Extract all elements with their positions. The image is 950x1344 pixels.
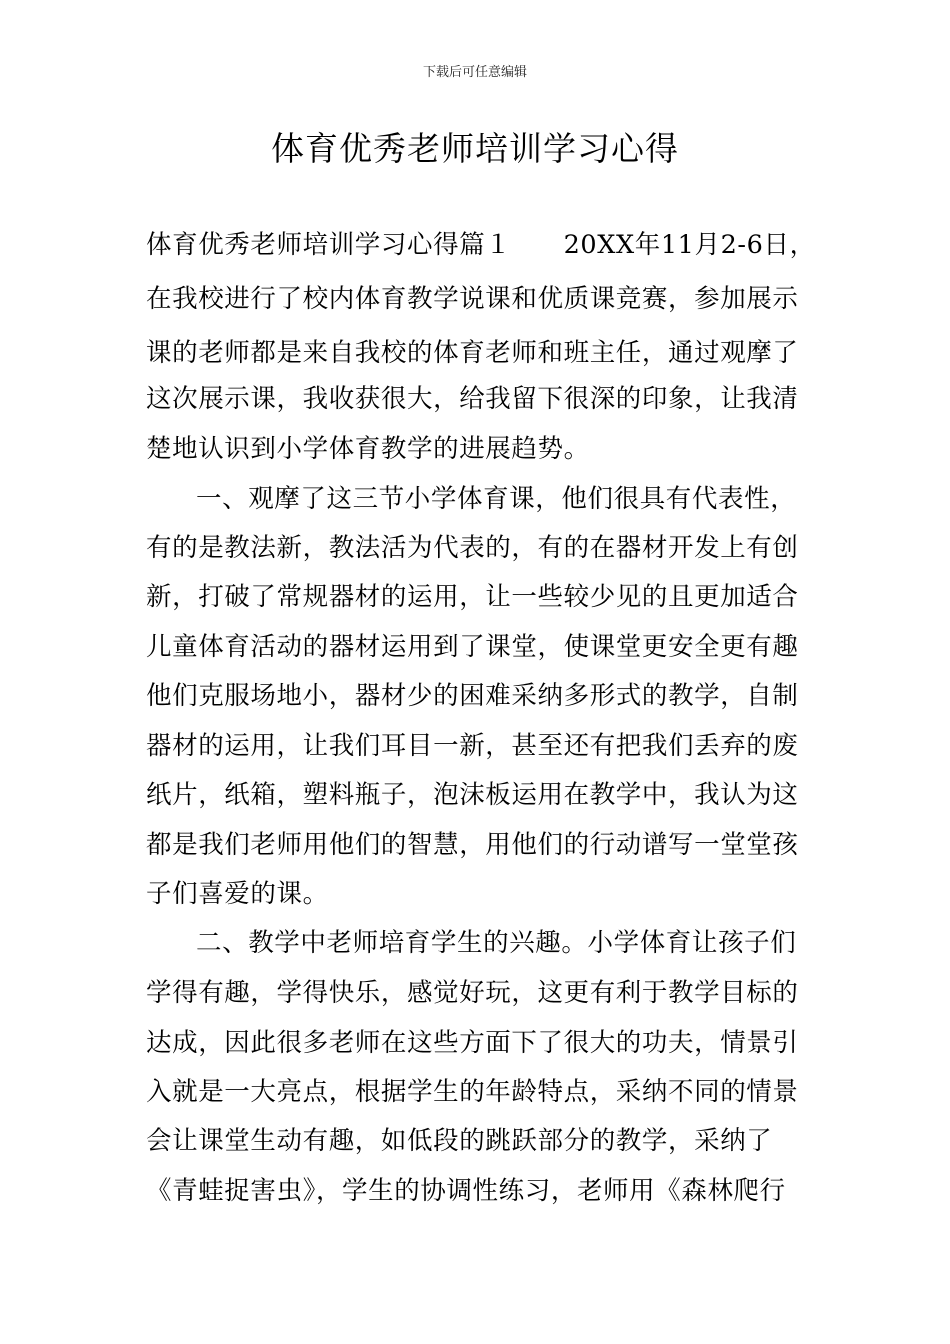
paragraph-2-line-1: 一、观摩了这三节小学体育课，他们很具有代表性，: [196, 484, 797, 514]
paragraph-2-line-4: 儿童体育活动的器材运用到了课堂，使课堂更安全更有趣: [146, 632, 799, 662]
header-note: 下载后可任意编辑: [422, 65, 527, 80]
paragraph-3-line-1: 二、教学中老师培育学生的兴趣。小学体育让孩子们: [196, 928, 797, 958]
paragraph-2-line-8: 都是我们老师用他们的智慧，用他们的行动谱写一堂堂孩: [146, 830, 799, 860]
paragraph-2-line-9: 子们喜爱的课。: [146, 879, 329, 909]
paragraph-1-line-1: 体育优秀老师培训学习心得篇１ 20XX年11月2-6日，: [146, 230, 816, 260]
document-title: 体育优秀老师培训学习心得: [271, 129, 679, 168]
paragraph-3-line-5: 会让课堂生动有趣，如低段的跳跃部分的教学，采纳了: [146, 1126, 773, 1156]
paragraph-3-line-4: 入就是一大亮点，根据学生的年龄特点，采纳不同的情景: [146, 1077, 799, 1107]
paragraph-2-line-7: 纸片，纸箱，塑料瓶子，泡沫板运用在教学中，我认为这: [146, 780, 799, 810]
paragraph-1-line-3: 课的老师都是来自我校的体育老师和班主任，通过观摩了: [146, 338, 799, 368]
paragraph-1-line-4: 这次展示课，我收获很大，给我留下很深的印象，让我清: [146, 384, 799, 414]
paragraph-3-line-3: 达成，因此很多老师在这些方面下了很大的功夫，情景引: [146, 1028, 799, 1058]
paragraph-2-line-6: 器材的运用，让我们耳目一新，甚至还有把我们丢弃的废: [146, 731, 799, 761]
paragraph-2-line-5: 他们克服场地小，器材少的困难采纳多形式的教学，自制: [146, 681, 799, 711]
paragraph-2-line-2: 有的是教法新，教法活为代表的，有的在器材开发上有创: [146, 533, 799, 563]
paragraph-3-line-2: 学得有趣，学得快乐，感觉好玩，这更有利于教学目标的: [146, 978, 799, 1008]
paragraph-3-line-6: 《青蛙捉害虫》，学生的协调性练习，老师用《森林爬行: [146, 1176, 786, 1206]
paragraph-1-line-5: 楚地认识到小学体育教学的进展趋势。: [146, 434, 590, 464]
paragraph-1-line-2: 在我校进行了校内体育教学说课和优质课竞赛，参加展示: [146, 284, 799, 314]
paragraph-2-line-3: 新，打破了常规器材的运用，让一些较少见的且更加适合: [146, 582, 799, 612]
